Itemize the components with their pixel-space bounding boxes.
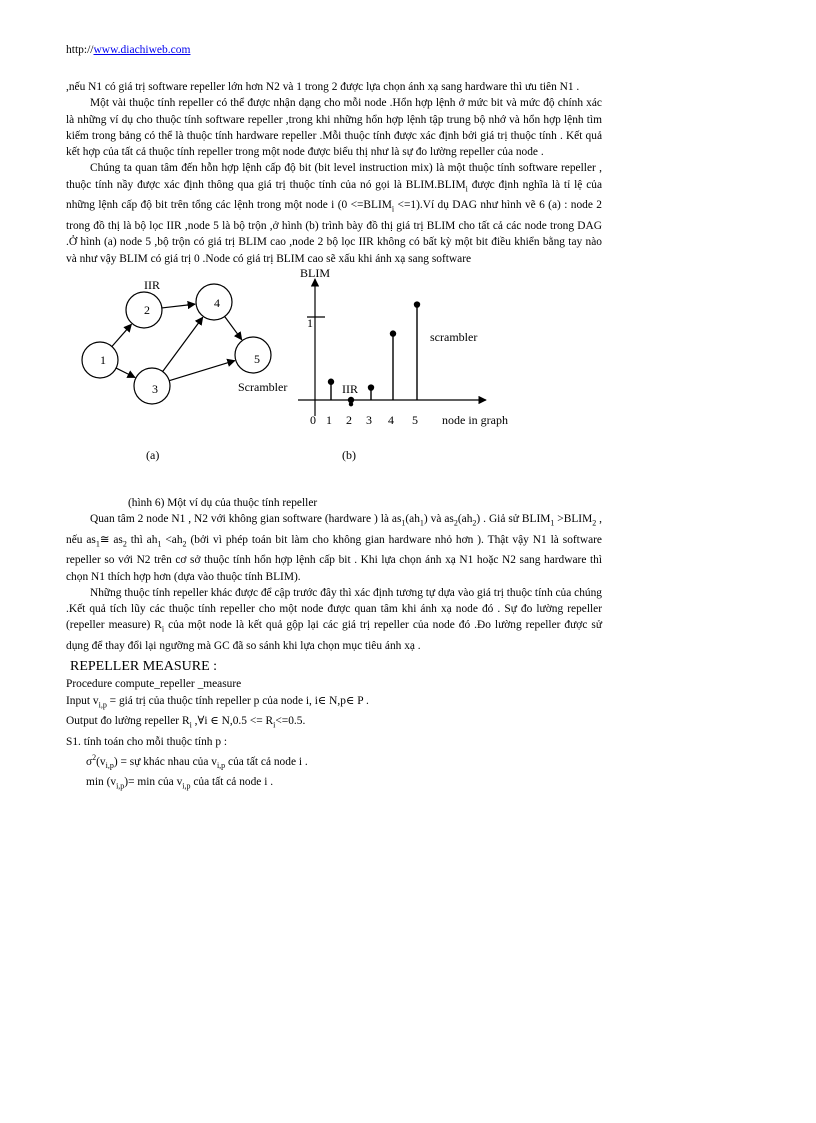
graph-node-label: 5 — [254, 351, 260, 366]
document-body — [66, 79, 602, 795]
graph-edge — [169, 360, 235, 380]
header-link[interactable]: www.diachiweb.com — [93, 44, 191, 56]
graph-edge — [162, 304, 195, 308]
chart-point — [328, 378, 334, 384]
graph-sub-caption: (a) — [146, 447, 160, 462]
chart-annotation-scrambler: scrambler — [430, 329, 478, 344]
graph-edge — [112, 324, 132, 346]
procedure-sigma: $\sigma^2(v_{i,p})$ = sự khác nhau của $v_{i,p}$ của tất cả node i . — [86, 753, 308, 771]
procedure-output: Output đo lường repeller $R_i$ ,∀i ∈ $N,0.5 <= R_i<=0.5$. — [66, 715, 306, 730]
chart-point — [349, 402, 353, 406]
procedure-step-s1: S1. tính toán cho mỗi thuộc tính p : — [66, 735, 228, 748]
figure-6 — [66, 269, 602, 495]
chart-annotation-iir: IIR — [342, 381, 358, 396]
chart-y-label: BLIM — [300, 268, 330, 280]
chart-x-tick-label: 3 — [366, 412, 372, 427]
graph-label-iir: IIR — [144, 277, 160, 292]
graph-node-label: 4 — [214, 295, 220, 310]
graph-edge — [163, 317, 203, 371]
graph-node-label: 3 — [152, 381, 158, 396]
graph-node-label: 2 — [144, 302, 150, 317]
graph-edge — [116, 368, 135, 377]
paragraph-3: Chúng ta quan tâm đến hỗn hợp lệnh cấp độ bit (bit level instruction mix) là một thuộc tính software repeller , thuộc tính nầy được xác định thông qua giá trị thuộc tính của nó gọi là $BLIM.BLIM_i$ được định nghĩa là tỉ lệ của những lệnh cấp độ bit trên tổng các lệnh trong một node i ($0 <=BLIM_i$ <=1).Ví dụ DAG như hình vẽ 6 (a) : node 2 trong đồ thị là bộ lọc IIR ,node 5 là bộ trộn ,ở hình (b) trình bày đồ thị giá trị BLIM cho tất cả các node trong DAG .Ở hình (a) node 5 ,bộ trộn có giá trị BLIM cao ,node 2 bộ lọc IIR không có bất kỳ một bit điều khiển bằng tay nào và như vậy BLIM có giá trị 0 .Node có giá trị BLIM cao sẽ xấu khi ánh xạ sang software — [66, 162, 603, 265]
procedure-name: Procedure compute_repeller _measure — [66, 678, 242, 691]
procedure-min: $\min (v_{i,p})= \min$ của $v_{i,p}$ của tất cả node i . — [86, 776, 274, 791]
chart-x-label: node in graph — [442, 412, 508, 427]
graph-edge — [225, 316, 242, 339]
chart-x-tick-label: 4 — [388, 412, 394, 427]
procedure-input: Input $v_{i,p}$ = giá trị của thuộc tính repeller p của node i, i∈ N,p∈ P . — [66, 694, 369, 709]
chart-x-tick-label: 0 — [310, 412, 316, 427]
chart-y-tick-label: 1 — [307, 315, 313, 330]
chart-point — [368, 384, 374, 390]
dag-graph — [82, 278, 287, 462]
graph-node — [235, 337, 271, 373]
section-heading: REPELLER MEASURE : — [70, 659, 218, 675]
chart-point — [390, 330, 396, 336]
chart-sub-caption: (b) — [342, 447, 356, 462]
paragraph-4: Quan tâm 2 node N1 , N2 với không gian software (hardware ) là $as_1(ah_1)$ và $as_2(ah_2)$ . Giả sử $BLIM_1$ $>BLIM_2$ , nếu $as_1≅$ $as_2$ thì $ah_1 <ah_2$ (bởi vì phép toán bit làm cho không gian hardware nhỏ hơn ). Thật vậy N1 là software repeller so với N2 trên cơ sở thuộc tính hổn hợp lệnh cấp bit . Khi lựa chọn ánh xạ N1 hoặc N2 sang hardware thì chọn N1 thích hợp hơn (dựa vào thuộc tính BLIM). — [66, 513, 603, 583]
chart-x-tick-label: 5 — [412, 412, 418, 427]
graph-label-scrambler: Scrambler — [238, 379, 288, 394]
figure-svg — [66, 269, 602, 495]
figure-caption: (hình 6) Một ví dụ của thuộc tính repeller — [128, 496, 318, 509]
page-header — [66, 44, 190, 56]
graph-node-label: 1 — [100, 352, 106, 367]
chart-point — [414, 301, 420, 307]
blim-chart — [298, 269, 508, 462]
paragraph-1: ,nếu N1 có giá trị software repeller lớn hơn N2 và 1 trong 2 được lựa chọn ánh xạ sang hardware thì ưu tiên N1 . — [66, 81, 580, 93]
header-prefix: http:// — [66, 44, 94, 56]
chart-x-tick-label: 1 — [326, 412, 332, 427]
paragraph-5: Những thuộc tính repeller khác được để cập trước đây thì xác định tương tự dựa vào giá trị thuộc tính của chúng .Kết quả tích lũy các thuộc tính repeller cho một node được quan tâm khi ánh xạ node đó . Sự đo lường repeller (repeller measure) $R_i$ của một node là kết quả gộp lại các giá trị repeller của node đó .Đo lường repeller được sử dụng để thay đổi lại ngưỡng mà GC đã so sánh khi lựa chọn mục tiêu ánh xạ . — [66, 586, 602, 653]
paragraph-2: Một vài thuộc tính repeller có thể được nhận dạng cho mỗi node .Hổn hợp lệnh ở mức bit và mức độ chính xác là những ví dụ cho thuộc tính software repeller ,trong khi những hổn hợp lệnh tập trung bộ nhớ và hổn hợp lệnh tìm kiếm trong bảng có thể là thuộc tính hardware repeller .Mỗi thuộc tính được xác định bởi giá trị thuộc tính . Kết quả kết hợp của tất cả thuộc tính repeller trong một node được biểu thị như là sự đo lường repeller của node . — [66, 97, 602, 159]
chart-x-tick-label: 2 — [346, 412, 352, 427]
